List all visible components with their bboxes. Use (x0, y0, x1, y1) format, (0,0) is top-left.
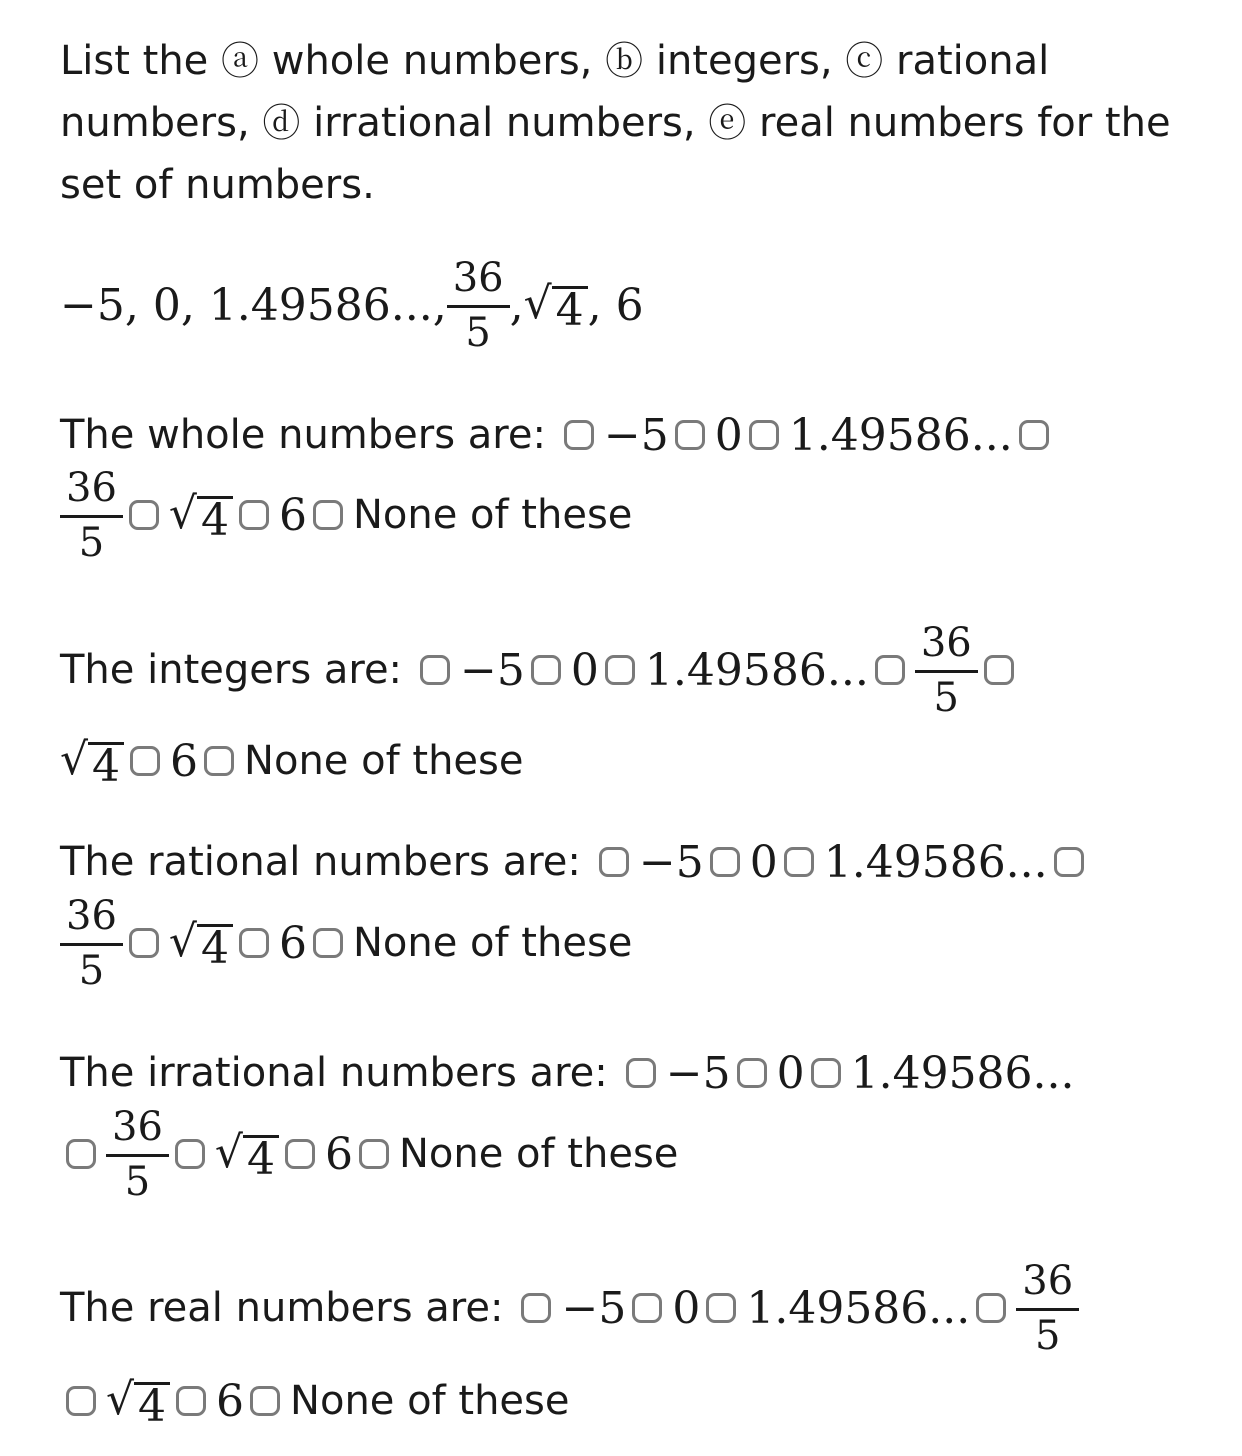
set-separator: , (509, 279, 524, 331)
option-decimal: 1.49586... (850, 1047, 1075, 1099)
radical-icon: √ (168, 915, 197, 967)
checkbox-sqrt4[interactable] (175, 1139, 205, 1169)
option-six: 6 (324, 1128, 353, 1180)
checkbox-six[interactable] (239, 500, 269, 530)
checkbox-six[interactable] (130, 746, 160, 776)
fraction-numerator: 36 (60, 895, 123, 946)
question-label: The integers are: (60, 647, 403, 693)
option-decimal: 1.49586... (788, 409, 1013, 461)
checkbox-none[interactable] (313, 928, 343, 958)
radical-icon: √ (523, 277, 552, 329)
radicand: 4 (552, 286, 588, 333)
checkbox-zero[interactable] (632, 1293, 662, 1323)
option-fraction (60, 464, 123, 566)
option-neg5: −5 (460, 644, 525, 696)
circled-c: ⓒ (845, 39, 884, 83)
option-decimal: 1.49586... (746, 1282, 971, 1334)
set-prefix: −5, 0, 1.49586..., (60, 279, 447, 331)
checkbox-zero[interactable] (675, 420, 705, 450)
radical-icon: √ (214, 1126, 243, 1178)
option-sqrt4 (214, 1126, 279, 1185)
option-sqrt4 (60, 733, 124, 792)
radicand: 4 (243, 1135, 279, 1182)
radicand: 4 (197, 496, 233, 543)
option-sqrt4 (106, 1373, 170, 1432)
fraction (447, 254, 510, 356)
option-decimal: 1.49586... (823, 836, 1048, 888)
checkbox-none[interactable] (250, 1386, 280, 1416)
checkbox-neg5[interactable] (626, 1058, 656, 1088)
checkbox-six[interactable] (176, 1386, 206, 1416)
checkbox-decimal[interactable] (749, 420, 779, 450)
question-prompt (60, 30, 1200, 216)
checkbox-fraction[interactable] (976, 1293, 1006, 1323)
fraction-denominator: 5 (78, 519, 105, 566)
fraction-numerator: 36 (106, 1106, 169, 1157)
option-neg5: −5 (665, 1047, 731, 1099)
checkbox-fraction[interactable] (1019, 420, 1049, 450)
question-label: The irrational numbers are: (60, 1050, 608, 1096)
checkbox-sqrt4[interactable] (129, 928, 159, 958)
checkbox-none[interactable] (204, 746, 234, 776)
radical-icon: √ (168, 487, 197, 539)
checkbox-neg5[interactable] (420, 655, 450, 685)
square-root (523, 277, 588, 336)
option-fraction (60, 892, 123, 994)
question-label: The rational numbers are: (60, 839, 581, 885)
fraction-denominator: 5 (124, 1158, 151, 1205)
fraction-numerator: 36 (60, 467, 123, 518)
option-six: 6 (278, 489, 307, 541)
option-none: None of these (290, 1378, 570, 1424)
fraction-numerator: 36 (915, 622, 978, 673)
checkbox-fraction[interactable] (1054, 847, 1084, 877)
prompt-text: whole numbers, (259, 38, 606, 84)
question-label: The real numbers are: (60, 1285, 504, 1331)
fraction-denominator: 5 (465, 309, 491, 356)
set-suffix: , 6 (587, 279, 644, 331)
checkbox-six[interactable] (285, 1139, 315, 1169)
checkbox-fraction[interactable] (66, 1139, 96, 1169)
circled-e: ⓔ (708, 101, 747, 145)
radicand: 4 (88, 742, 124, 789)
checkbox-decimal[interactable] (784, 847, 814, 877)
circled-b: ⓑ (605, 39, 644, 83)
checkbox-zero[interactable] (531, 655, 561, 685)
option-zero: 0 (570, 644, 599, 696)
radicand: 4 (197, 924, 233, 971)
option-six: 6 (170, 735, 199, 787)
checkbox-zero[interactable] (710, 847, 740, 877)
fraction-numerator: 36 (1016, 1260, 1079, 1311)
checkbox-neg5[interactable] (564, 420, 594, 450)
option-zero: 0 (714, 409, 743, 461)
option-fraction (1016, 1257, 1079, 1359)
fraction-numerator: 36 (447, 257, 510, 308)
prompt-text: List the (60, 38, 221, 84)
checkbox-sqrt4[interactable] (66, 1386, 96, 1416)
option-neg5: −5 (561, 1282, 627, 1334)
circled-d: ⓓ (262, 101, 301, 145)
option-neg5: −5 (638, 836, 704, 888)
option-none: None of these (352, 492, 633, 538)
prompt-text: integers, (643, 38, 846, 84)
option-none: None of these (244, 738, 524, 784)
option-zero: 0 (749, 836, 778, 888)
checkbox-none[interactable] (313, 500, 343, 530)
checkbox-decimal[interactable] (605, 655, 635, 685)
fraction-denominator: 5 (1034, 1312, 1061, 1359)
checkbox-fraction[interactable] (875, 655, 905, 685)
checkbox-decimal[interactable] (811, 1058, 841, 1088)
option-sqrt4 (168, 487, 233, 546)
option-none: None of these (352, 920, 633, 966)
option-six: 6 (278, 917, 307, 969)
number-set (60, 245, 644, 365)
option-neg5: −5 (603, 409, 669, 461)
circled-a: ⓐ (221, 39, 260, 83)
option-sqrt4 (168, 915, 233, 974)
option-zero: 0 (672, 1282, 701, 1334)
radicand: 4 (134, 1382, 170, 1429)
checkbox-six[interactable] (239, 928, 269, 958)
fraction-denominator: 5 (78, 947, 105, 994)
prompt-text: rational numbers, (60, 38, 1050, 146)
option-none: None of these (398, 1131, 679, 1177)
checkbox-decimal[interactable] (706, 1293, 736, 1323)
checkbox-sqrt4[interactable] (984, 655, 1014, 685)
radical-icon: √ (106, 1373, 135, 1425)
checkbox-zero[interactable] (737, 1058, 767, 1088)
option-fraction (915, 619, 978, 721)
option-zero: 0 (776, 1047, 805, 1099)
option-decimal: 1.49586... (644, 644, 869, 696)
checkbox-sqrt4[interactable] (129, 500, 159, 530)
radical-icon: √ (60, 733, 89, 785)
option-six: 6 (216, 1375, 245, 1427)
checkbox-neg5[interactable] (599, 847, 629, 877)
question-label: The whole numbers are: (60, 412, 546, 458)
checkbox-neg5[interactable] (521, 1293, 551, 1323)
prompt-text: real numbers for the set of numbers. (60, 100, 1171, 208)
checkbox-none[interactable] (359, 1139, 389, 1169)
prompt-text: irrational numbers, (300, 100, 709, 146)
fraction-denominator: 5 (933, 674, 959, 721)
option-fraction (106, 1103, 169, 1205)
